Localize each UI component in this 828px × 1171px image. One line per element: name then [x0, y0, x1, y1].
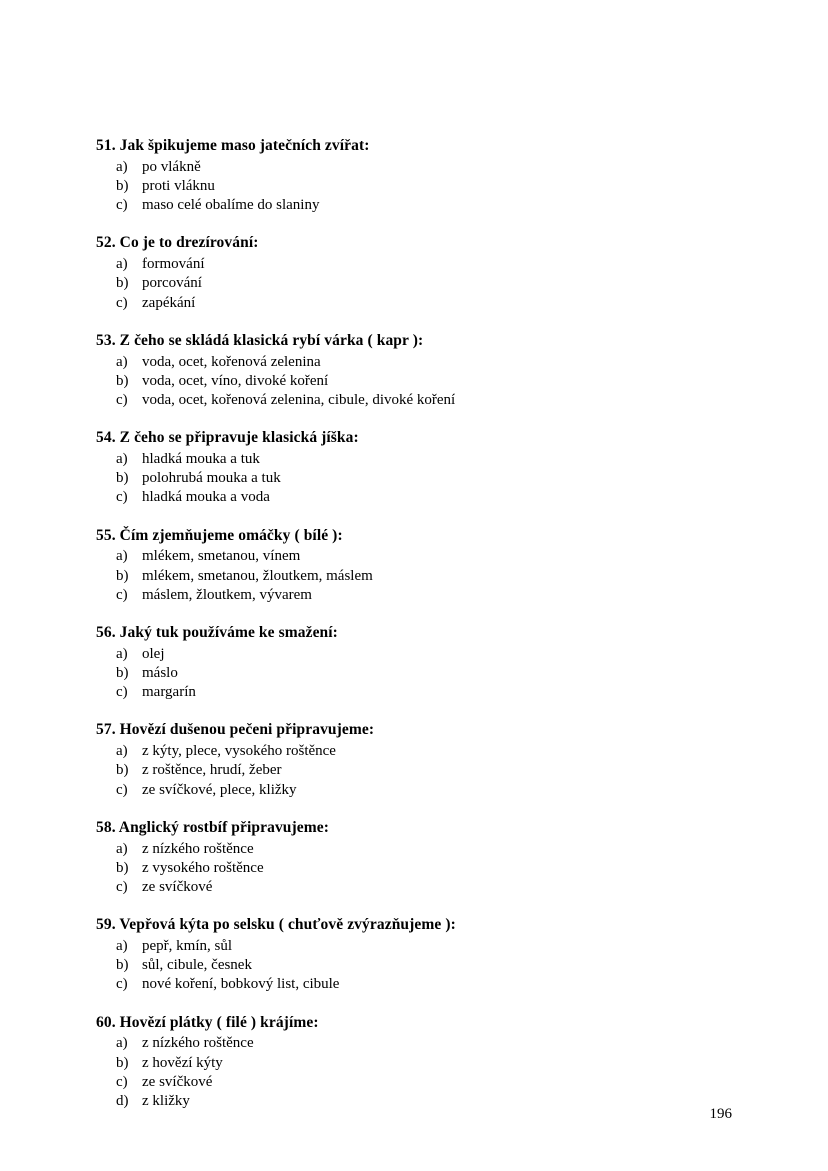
answer-option[interactable]	[96, 956, 746, 975]
answer-list	[96, 742, 746, 800]
answer-option[interactable]	[96, 645, 746, 664]
answer-list	[96, 158, 746, 216]
answer-label: a)	[116, 1035, 128, 1052]
answer-label: c)	[116, 878, 128, 895]
answer-label: c)	[116, 391, 128, 408]
answer-list	[96, 840, 746, 898]
answer-text: formování	[142, 256, 205, 273]
answer-list	[96, 353, 746, 411]
question-block	[96, 331, 746, 410]
answer-option[interactable]	[96, 391, 746, 410]
question-block	[96, 915, 746, 994]
answer-label: b)	[116, 1054, 129, 1071]
answer-label: b)	[116, 859, 129, 876]
question-title: 58. Anglický rostbíf připravujeme:	[96, 818, 330, 836]
answer-label: a)	[116, 256, 128, 273]
answer-option[interactable]	[96, 469, 746, 488]
answer-text: maso celé obalíme do slaniny	[142, 197, 320, 214]
answer-label: c)	[116, 489, 128, 506]
question-title: 54. Z čeho se připravuje klasická jíška:	[96, 429, 359, 447]
question-block	[96, 1013, 746, 1112]
answer-option[interactable]	[96, 158, 746, 177]
answer-option[interactable]	[96, 567, 746, 586]
answer-text: ze svíčkové, plece, kližky	[142, 781, 297, 798]
answer-option[interactable]	[96, 488, 746, 507]
answer-option[interactable]	[96, 1092, 746, 1111]
answer-label: c)	[116, 586, 128, 603]
question-title: 56. Jaký tuk používáme ke smažení:	[96, 623, 338, 641]
answer-text: z vysokého roštěnce	[142, 859, 264, 876]
answer-list	[96, 255, 746, 313]
answer-option[interactable]	[96, 761, 746, 780]
answer-option[interactable]	[96, 586, 746, 605]
answer-label: b)	[116, 470, 129, 487]
answer-text: margarín	[142, 684, 196, 701]
question-title: 51. Jak špikujeme maso jatečních zvířat:	[96, 137, 370, 154]
answer-text: z nízkého roštěnce	[142, 1035, 254, 1052]
answer-option[interactable]	[96, 975, 746, 994]
answer-text: mlékem, smetanou, vínem	[142, 548, 301, 565]
answer-text: z hovězí kýty	[142, 1054, 223, 1071]
question-title: 59. Vepřová kýta po selsku ( chuťově zvýrazňujeme ):	[96, 916, 456, 934]
answer-label: a)	[116, 158, 128, 175]
answer-list	[96, 1034, 746, 1111]
answer-label: b)	[116, 567, 129, 584]
answer-label: a)	[116, 840, 128, 857]
answer-text: polohrubá mouka a tuk	[142, 470, 281, 487]
answer-option[interactable]	[96, 1054, 746, 1073]
answer-text: hladká mouka a tuk	[142, 451, 260, 467]
answer-option[interactable]	[96, 353, 746, 372]
answer-option[interactable]	[96, 937, 746, 956]
question-list	[96, 136, 746, 1129]
answer-label: c)	[116, 781, 128, 798]
answer-label: c)	[116, 1073, 128, 1090]
answer-option[interactable]	[96, 177, 746, 196]
answer-option[interactable]	[96, 547, 746, 566]
page-number: 196	[709, 1106, 732, 1122]
question-title: 57. Hovězí dušenou pečeni připravujeme:	[96, 721, 375, 739]
answer-option[interactable]	[96, 294, 746, 313]
answer-label: b)	[116, 957, 129, 974]
answer-option[interactable]	[96, 1034, 746, 1053]
answer-label: d)	[116, 1092, 129, 1109]
answer-label: a)	[116, 645, 128, 662]
answer-option[interactable]	[96, 450, 746, 469]
question-title: 52. Co je to drezírování:	[96, 234, 259, 252]
answer-text: hladká mouka a voda	[142, 489, 270, 506]
answer-option[interactable]	[96, 859, 746, 878]
answer-option[interactable]	[96, 1073, 746, 1092]
answer-label: b)	[116, 372, 129, 389]
answer-list	[96, 937, 746, 995]
question-title: 60. Hovězí plátky ( filé ) krájíme:	[96, 1013, 319, 1031]
answer-label: c)	[116, 197, 128, 214]
question-block	[96, 623, 746, 702]
question-block	[96, 818, 746, 897]
answer-label: a)	[116, 937, 128, 954]
answer-text: olej	[142, 645, 165, 662]
answer-option[interactable]	[96, 781, 746, 800]
answer-text: proti vláknu	[142, 178, 215, 195]
answer-label: c)	[116, 976, 128, 993]
answer-label: c)	[116, 294, 128, 311]
answer-option[interactable]	[96, 196, 746, 215]
answer-text: máslem, žloutkem, vývarem	[142, 586, 312, 603]
answer-option[interactable]	[96, 683, 746, 702]
answer-label: b)	[116, 664, 129, 681]
answer-text: ze svíčkové	[142, 878, 213, 895]
answer-label: b)	[116, 762, 129, 779]
answer-list	[96, 450, 746, 508]
answer-text: pepř, kmín, sůl	[142, 937, 232, 954]
question-block	[96, 526, 746, 605]
answer-text: z kýty, plece, vysokého roštěnce	[142, 743, 336, 760]
answer-text: z kližky	[142, 1092, 190, 1109]
answer-label: a)	[116, 743, 128, 760]
question-title: 55. Čím zjemňujeme omáčky ( bílé ):	[96, 526, 343, 544]
answer-label: a)	[116, 353, 128, 370]
question-block	[96, 720, 746, 799]
answer-text: z roštěnce, hrudí, žeber	[142, 762, 282, 779]
answer-text: voda, ocet, kořenová zelenina, cibule, divoké koření	[142, 391, 456, 408]
answer-text: máslo	[142, 664, 178, 681]
answer-text: z nízkého roštěnce	[142, 840, 254, 857]
answer-option[interactable]	[96, 255, 746, 274]
answer-option[interactable]	[96, 664, 746, 683]
question-block	[96, 428, 746, 507]
answer-option[interactable]	[96, 372, 746, 391]
answer-option[interactable]	[96, 840, 746, 859]
answer-option[interactable]	[96, 878, 746, 897]
answer-text: mlékem, smetanou, žloutkem, máslem	[142, 567, 373, 584]
answer-text: po vlákně	[142, 158, 201, 175]
answer-text: zapékání	[142, 294, 196, 311]
answer-label: c)	[116, 684, 128, 701]
answer-text: sůl, cibule, česnek	[142, 957, 252, 974]
answer-option[interactable]	[96, 274, 746, 293]
answer-text: voda, ocet, víno, divoké koření	[142, 372, 329, 389]
answer-label: a)	[116, 451, 128, 467]
answer-label: b)	[116, 275, 129, 292]
answer-text: nové koření, bobkový list, cibule	[142, 976, 340, 993]
answer-text: ze svíčkové	[142, 1073, 213, 1090]
question-block	[96, 233, 746, 312]
answer-list	[96, 645, 746, 703]
answer-text: porcování	[142, 275, 202, 292]
answer-option[interactable]	[96, 742, 746, 761]
answer-list	[96, 547, 746, 605]
answer-label: b)	[116, 178, 129, 195]
question-block	[96, 136, 746, 215]
answer-label: a)	[116, 548, 128, 565]
answer-text: voda, ocet, kořenová zelenina	[142, 353, 321, 370]
question-title: 53. Z čeho se skládá klasická rybí várka ( kapr ):	[96, 331, 424, 349]
